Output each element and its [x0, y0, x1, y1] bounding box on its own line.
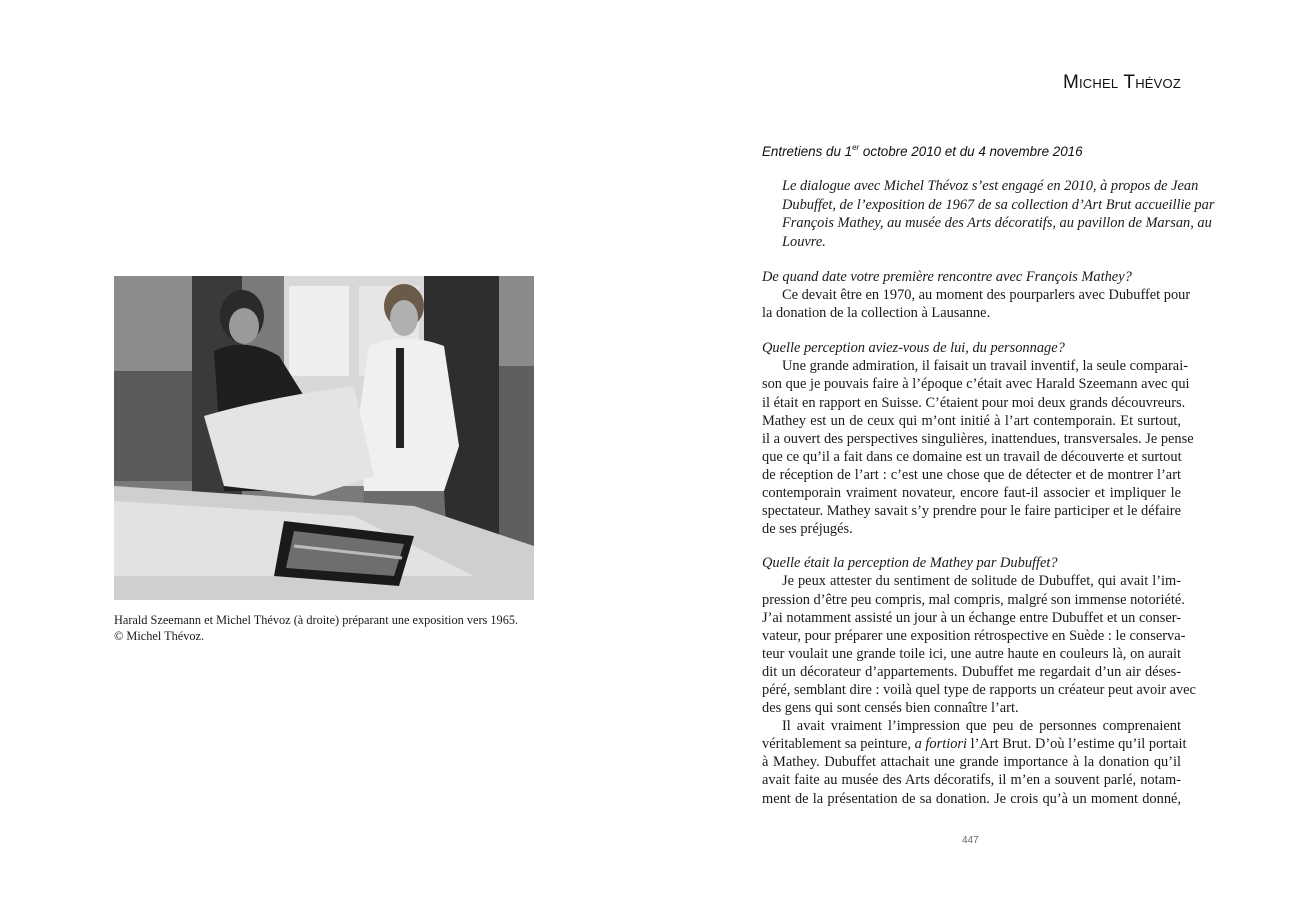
intro-line: François Mathey, au musée des Arts décoratifs, au pavillon de Marsan, au: [782, 215, 1212, 232]
page-number: 447: [962, 835, 979, 846]
answer-line: avait faite au musée des Arts décoratifs, il m’en a souvent parlé, notam-: [762, 772, 1181, 789]
answer-line: la donation de la collection à Lausanne.: [762, 305, 991, 322]
answer-line: des gens qui sont censés bien connaître l’art.: [762, 700, 1019, 717]
running-header-author: Michel Thévoz: [1062, 72, 1181, 93]
interview-body: [762, 268, 1196, 825]
answer-line: spectateur. Mathey savait s’y prendre pour le faire participer et le défaire: [762, 503, 1181, 520]
interview-dates-subtitle: [762, 143, 1083, 159]
interview-section: [762, 268, 1191, 322]
answer-line: contemporain vraiment novateur, encore faut-il associer et impliquer le: [762, 485, 1181, 502]
intro-line: Dubuffet, de l’exposition de 1967 de sa collection d’Art Brut accueillie par: [782, 196, 1215, 213]
photograph-szeemann-thevoz: [114, 276, 534, 600]
caption-credit: © Michel Thévoz.: [114, 629, 205, 643]
line-segment: l’Art Brut. D’où l’estime qu’il portait: [967, 736, 1187, 753]
subtitle-rest: octobre 2010 et du 4 novembre 2016: [859, 144, 1083, 159]
answer-line: de réception de l’art : c’est une chose que de détecter et de montrer l’art: [762, 466, 1181, 483]
subtitle-prefix: Entretiens du 1: [762, 144, 853, 159]
answer-line: Mathey est un de ceux qui m’ont initié à l’art contemporain. Et surtout,: [762, 412, 1181, 429]
interview-question: Quelle perception aviez-vous de lui, du personnage?: [762, 340, 1065, 357]
answer-line: il était en rapport en Suisse. C’étaient pour moi deux grands découvreurs.: [762, 394, 1186, 411]
intro-line: Louvre.: [782, 234, 826, 251]
subtitle-superscript: er: [852, 143, 860, 152]
caption-line: Harald Szeemann et Michel Thévoz (à droite) préparant une exposition vers 1965.: [114, 613, 519, 627]
line-segment: véritablement sa peinture,: [762, 736, 915, 753]
answer-line: [762, 735, 1187, 753]
answer-line: il a ouvert des perspectives singulières, inattendues, transversales. Je pense: [762, 430, 1194, 447]
answer-line: de ses préjugés.: [762, 521, 853, 538]
answer-line: teur voulait une grande toile ici, une autre haute en couleurs là, on aurait: [762, 645, 1181, 662]
answer-line: Ce devait être en 1970, au moment des pourparlers avec Dubuffet pour: [782, 287, 1191, 304]
interview-section: [762, 554, 1196, 807]
answer-line: pression d’être peu compris, mal compris, malgré son immense notoriété.: [762, 591, 1185, 608]
answer-line: ment de la présentation de sa donation. Je crois qu’à un moment donné,: [762, 790, 1181, 807]
interview-question: Quelle était la perception de Mathey par Dubuffet?: [762, 555, 1058, 572]
answer-line: vateur, pour préparer une exposition rétrospective en Suède : le conserva-: [762, 627, 1186, 644]
italic-phrase: a fortiori: [914, 736, 968, 753]
answer-line: dit un décorateur d’appartements. Dubuffet me regardait d’un air déses-: [762, 663, 1181, 680]
interview-section: [762, 339, 1194, 538]
answer-line: péré, semblant dire : voilà quel type de rapports un créateur peut avoir avec: [762, 681, 1196, 698]
photo-image: [114, 276, 534, 600]
interview-question: De quand date votre première rencontre avec François Mathey?: [762, 269, 1132, 285]
answer-line: que ce qu’il a fait dans ce domaine est un travail de découverte et surtout: [762, 448, 1182, 465]
answer-line: Une grande admiration, il faisait un travail inventif, la seule comparai-: [782, 358, 1188, 375]
intro-line: Le dialogue avec Michel Thévoz s’est engagé en 2010, à propos de Jean: [782, 178, 1199, 194]
intro-paragraph: [782, 177, 1215, 252]
answer-line: Il avait vraiment l’impression que peu de personnes comprenaient: [782, 718, 1181, 735]
answer-line: à Mathey. Dubuffet attachait une grande importance à la donation qu’il: [762, 754, 1181, 771]
answer-line: J’ai notamment assisté un jour à un échange entre Dubuffet et un conser-: [762, 609, 1182, 626]
answer-line: Je peux attester du sentiment de solitude de Dubuffet, qui avait l’im-: [782, 573, 1181, 590]
answer-line: son que je pouvais faire à l’époque c’était avec Harald Szeemann avec qui: [762, 376, 1190, 393]
photo-caption: [114, 612, 534, 644]
